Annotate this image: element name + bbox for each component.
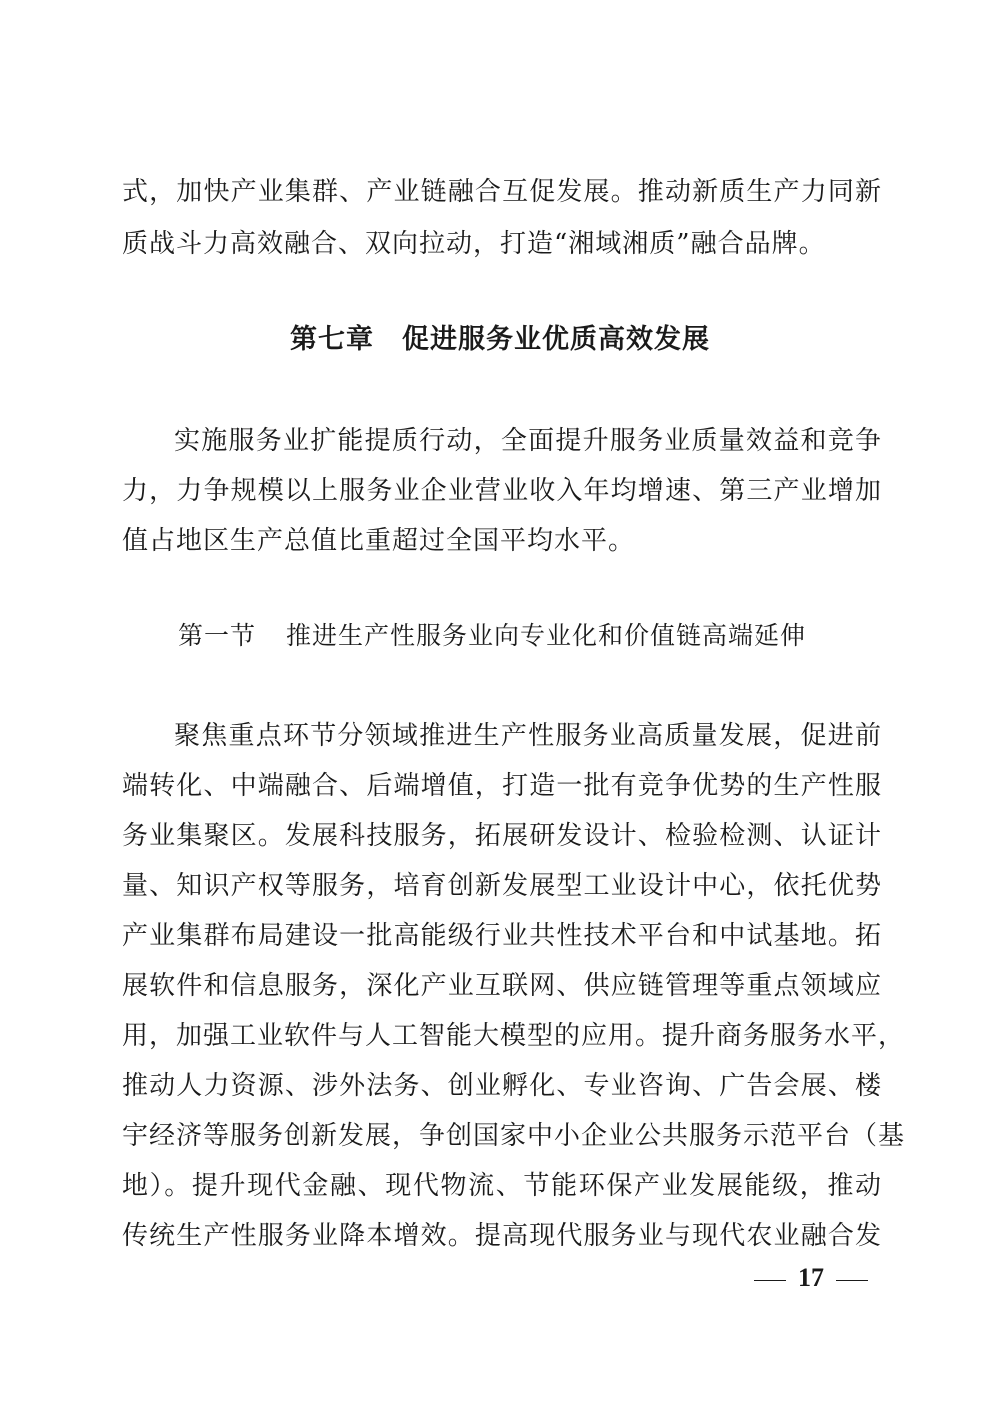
intro-line-1: 式，加快产业集群、产业链融合互促发展。推动新质生产力同新 [122, 177, 882, 207]
chapter-paragraph-line-1: 实施服务业扩能提质行动，全面提升服务业质量效益和竞争 [174, 426, 882, 456]
page-number-value: 17 [798, 1263, 824, 1292]
intro-line-2: 质战斗力高效融合、双向拉动，打造“湘域湘质”融合品牌。 [122, 229, 826, 259]
section-paragraph-line-2: 端转化、中端融合、后端增值，打造一批有竞争优势的生产性服 [122, 771, 882, 801]
section-paragraph-line-10: 地）。提升现代金融、现代物流、节能环保产业发展能级，推动 [122, 1171, 882, 1201]
section-number: 第一节 [178, 621, 257, 650]
section-paragraph-line-1: 聚焦重点环节分领域推进生产性服务业高质量发展，促进前 [174, 721, 882, 751]
section-paragraph-line-5: 产业集群布局建设一批高能级行业共性技术平台和中试基地。拓 [122, 921, 882, 951]
page-number [742, 1262, 880, 1294]
page-number-left-dash [754, 1280, 786, 1281]
section-paragraph-line-7: 用，加强工业软件与人工智能大模型的应用。提升商务服务水平， [122, 1021, 906, 1051]
section-paragraph-line-8: 推动人力资源、涉外法务、创业孵化、专业咨询、广告会展、楼 [122, 1071, 882, 1101]
section-paragraph-line-6: 展软件和信息服务，深化产业互联网、供应链管理等重点领域应 [122, 971, 882, 1001]
section-heading [178, 620, 806, 652]
chapter-title: 第七章 促进服务业优质高效发展 [290, 324, 710, 355]
section-paragraph-line-11: 传统生产性服务业降本增效。提高现代服务业与现代农业融合发 [122, 1221, 882, 1251]
section-paragraph-line-4: 量、知识产权等服务，培育创新发展型工业设计中心，依托优势 [122, 871, 882, 901]
section-paragraph-line-9: 宇经济等服务创新发展，争创国家中小企业公共服务示范平台（基 [122, 1121, 906, 1151]
section-paragraph-line-3: 务业集聚区。发展科技服务，拓展研发设计、检验检测、认证计 [122, 821, 882, 851]
chapter-paragraph-line-2: 力，力争规模以上服务业企业营业收入年均增速、第三产业增加 [122, 476, 882, 506]
section-title: 推进生产性服务业向专业化和价值链高端延伸 [286, 621, 807, 650]
page-number-right-dash [836, 1280, 868, 1281]
chapter-paragraph-line-3: 值占地区生产总值比重超过全国平均水平。 [122, 526, 636, 556]
